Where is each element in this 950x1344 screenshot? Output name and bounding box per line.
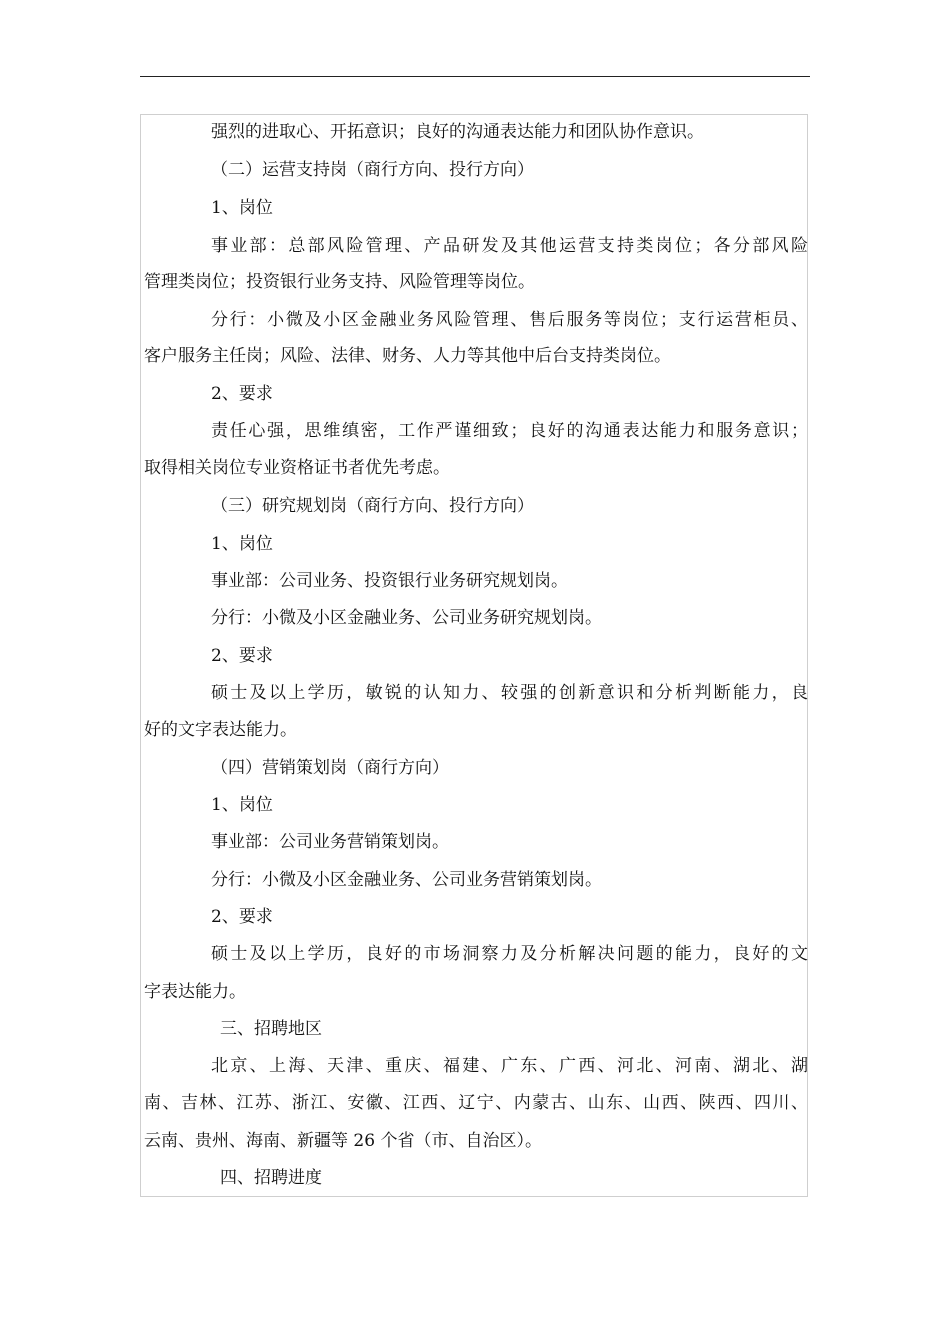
section-heading: 四、招聘进度	[220, 1168, 322, 1188]
paragraph-line: 管理类岗位；投资银行业务支持、风险管理等岗位。	[144, 272, 535, 292]
subheading: 2、要求	[211, 646, 273, 666]
subheading: 2、要求	[211, 907, 273, 927]
subheading: 1、岗位	[211, 198, 273, 218]
paragraph-line: 分行：小微及小区金融业务、公司业务研究规划岗。	[211, 608, 602, 628]
paragraph-line: 客户服务主任岗；风险、法律、财务、人力等其他中后台支持类岗位。	[144, 346, 671, 366]
paragraph-line: 硕士及以上学历，敏锐的认知力、较强的创新意识和分析判断能力，良	[211, 683, 808, 703]
paragraph-line: 北京、上海、天津、重庆、福建、广东、广西、河北、河南、湖北、湖	[211, 1056, 808, 1076]
subheading: 1、岗位	[211, 795, 273, 815]
paragraph-line: 硕士及以上学历，良好的市场洞察力及分析解决问题的能力，良好的文	[211, 944, 808, 964]
paragraph-line: 南、吉林、江苏、浙江、安徽、江西、辽宁、内蒙古、山东、山西、陕西、四川、	[144, 1093, 808, 1113]
section-heading: （二）运营支持岗（商行方向、投行方向）	[211, 160, 534, 180]
paragraph-line: 云南、贵州、海南、新疆等 26 个省（市、自治区）。	[144, 1131, 542, 1151]
paragraph-line: 事业部：公司业务、投资银行业务研究规划岗。	[211, 571, 568, 591]
paragraph-line: 分行：小微及小区金融业务、公司业务营销策划岗。	[211, 870, 602, 890]
paragraph-line: 好的文字表达能力。	[144, 720, 297, 740]
paragraph-line: 强烈的进取心、开拓意识；良好的沟通表达能力和团队协作意识。	[211, 122, 704, 142]
section-heading: 三、招聘地区	[220, 1019, 322, 1039]
subheading: 1、岗位	[211, 534, 273, 554]
subheading: 2、要求	[211, 384, 273, 404]
paragraph-line: 责任心强，思维缜密，工作严谨细致；良好的沟通表达能力和服务意识；	[211, 421, 808, 441]
section-heading: （四）营销策划岗（商行方向）	[211, 758, 449, 778]
header-rule	[140, 76, 810, 77]
paragraph-line: 取得相关岗位专业资格证书者优先考虑。	[144, 458, 450, 478]
paragraph-line: 字表达能力。	[144, 982, 246, 1002]
paragraph-line: 分行：小微及小区金融业务风险管理、售后服务等岗位；支行运营柜员、	[211, 310, 808, 330]
section-heading: （三）研究规划岗（商行方向、投行方向）	[211, 496, 534, 516]
paragraph-line: 事业部：公司业务营销策划岗。	[211, 832, 449, 852]
paragraph-line: 事业部：总部风险管理、产品研发及其他运营支持类岗位；各分部风险	[211, 236, 808, 256]
